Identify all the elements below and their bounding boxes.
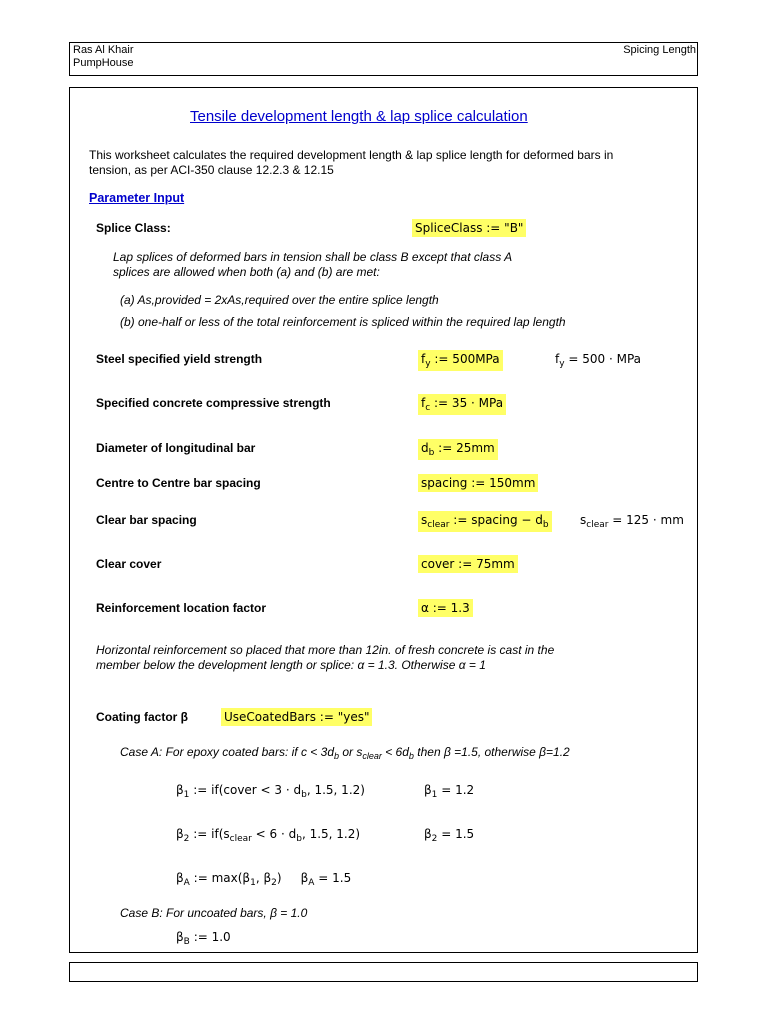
coating-factor-label: Coating factor β bbox=[96, 710, 188, 724]
header-section: Spicing Length bbox=[623, 44, 696, 56]
db-symbol: d bbox=[421, 441, 429, 455]
sclear-subscript: clear bbox=[427, 520, 450, 530]
betaB-symbol: β bbox=[176, 930, 184, 944]
betaA-result-symbol: β bbox=[300, 871, 309, 885]
fc-label: Specified concrete compressive strength bbox=[96, 396, 331, 410]
fy-definition bbox=[418, 350, 503, 371]
page-title: Tensile development length & lap splice calculation bbox=[190, 108, 528, 125]
db-expr: := 25mm bbox=[438, 441, 495, 455]
fy-symbol: f bbox=[421, 352, 426, 366]
betaA-expr-s2: 2 bbox=[271, 878, 277, 888]
beta1-expr: := if(cover < 3 · d bbox=[193, 783, 302, 797]
beta2-expr: := if(s bbox=[193, 827, 230, 841]
db-label: Diameter of longitudinal bar bbox=[96, 441, 256, 455]
beta2-symbol: β bbox=[176, 827, 184, 841]
beta1-expr-end: , 1.5, 1.2) bbox=[306, 783, 365, 797]
sclear-result bbox=[580, 513, 684, 530]
cover-label: Clear cover bbox=[96, 557, 162, 571]
spacing-definition: spacing := 150mm bbox=[418, 474, 538, 492]
beta2-result-symbol: β bbox=[424, 827, 432, 841]
db-subscript: b bbox=[428, 448, 435, 458]
sclear-result-value: = 125 · mm bbox=[612, 513, 684, 527]
splice-class-label: Splice Class: bbox=[96, 221, 171, 235]
alpha-label: Reinforcement location factor bbox=[96, 601, 267, 615]
betaA-definition bbox=[176, 871, 351, 888]
betaA-expr-mid: , β bbox=[255, 871, 272, 885]
intro-line1: This worksheet calculates the required development length & lap splice length for deformed bars in bbox=[89, 148, 614, 162]
beta2-expr-subscript: clear bbox=[229, 834, 252, 844]
beta1-result bbox=[424, 783, 474, 800]
header-project-line2: PumpHouse bbox=[73, 57, 134, 69]
cover-definition: cover := 75mm bbox=[418, 555, 518, 573]
footer-box bbox=[69, 962, 698, 982]
case-a-sub3: b bbox=[408, 751, 414, 761]
case-a-sub2: clear bbox=[362, 751, 382, 761]
betaA-expr: := max(β bbox=[193, 871, 251, 885]
alpha-note-line1: Horizontal reinforcement so placed that more than 12in. of fresh concrete is cast in the bbox=[96, 643, 555, 657]
sclear-result-subscript: clear bbox=[586, 520, 609, 530]
header-project-line1: Ras Al Khair bbox=[73, 44, 134, 56]
header-box bbox=[69, 42, 698, 76]
beta2-result-value: = 1.5 bbox=[441, 827, 475, 841]
section-heading-parameter-input: Parameter Input bbox=[89, 191, 185, 205]
fy-result-symbol: f bbox=[555, 352, 560, 366]
sclear-definition bbox=[418, 511, 552, 532]
fc-expr: := 35 · MPa bbox=[434, 396, 504, 410]
splice-note-line2: splices are allowed when both (a) and (b) are met: bbox=[113, 265, 380, 279]
alpha-note-line2: member below the development length or splice: α = 1.3. Otherwise α = 1 bbox=[96, 658, 486, 672]
betaA-symbol: β bbox=[176, 871, 184, 885]
case-a-part1: Case A: For epoxy coated bars: if c < 3d bbox=[120, 745, 334, 759]
intro-line2: tension, as per ACI-350 clause 12.2.3 & 12.15 bbox=[89, 163, 334, 177]
alpha-definition: α := 1.3 bbox=[418, 599, 473, 617]
splice-class-expr: SpliceClass := "B" bbox=[412, 219, 526, 237]
betaA-subscript: A bbox=[183, 878, 190, 888]
sclear-label: Clear bar spacing bbox=[96, 513, 197, 527]
betaA-expr-s1: 1 bbox=[250, 878, 256, 888]
case-b-text: Case B: For uncoated bars, β = 1.0 bbox=[120, 906, 308, 920]
sclear-result-symbol: s bbox=[580, 513, 587, 527]
case-a-part2: or s bbox=[339, 745, 363, 759]
beta1-symbol: β bbox=[176, 783, 184, 797]
beta2-expr-mid: < 6 · d bbox=[251, 827, 297, 841]
fy-result-subscript: y bbox=[559, 359, 565, 369]
beta1-result-subscript: 1 bbox=[431, 790, 438, 800]
beta2-subscript: 2 bbox=[183, 834, 190, 844]
fc-symbol: f bbox=[421, 396, 426, 410]
beta1-definition bbox=[176, 783, 365, 800]
fy-subscript: y bbox=[425, 359, 431, 369]
splice-condition-b: (b) one-half or less of the total reinforcement is spliced within the required lap length bbox=[120, 315, 566, 329]
spacing-label: Centre to Centre bar spacing bbox=[96, 476, 261, 490]
fc-definition bbox=[418, 394, 506, 415]
splice-condition-a: (a) As,provided = 2xAs,required over the entire splice length bbox=[120, 293, 439, 307]
beta2-expr-subscript2: b bbox=[296, 834, 302, 844]
fy-result-value: = 500 · MPa bbox=[568, 352, 642, 366]
sclear-expr-subscript: b bbox=[542, 520, 549, 530]
sclear-symbol: s bbox=[421, 513, 428, 527]
betaB-definition bbox=[176, 930, 231, 947]
coating-factor-expr: UseCoatedBars := "yes" bbox=[221, 708, 372, 726]
case-a-part3: < 6d bbox=[381, 745, 409, 759]
case-a-text bbox=[120, 745, 570, 761]
betaA-result-subscript: A bbox=[308, 878, 315, 888]
betaB-subscript: B bbox=[183, 937, 190, 947]
betaB-expr: := 1.0 bbox=[193, 930, 231, 944]
beta2-definition bbox=[176, 827, 360, 844]
beta2-expr-end: , 1.5, 1.2) bbox=[301, 827, 361, 841]
beta1-subscript: 1 bbox=[183, 790, 190, 800]
fc-subscript: c bbox=[425, 403, 431, 413]
beta1-result-value: = 1.2 bbox=[441, 783, 475, 797]
case-a-part4: then β =1.5, otherwise β=1.2 bbox=[413, 745, 570, 759]
fy-result bbox=[555, 352, 641, 369]
fy-label: Steel specified yield strength bbox=[96, 352, 263, 366]
beta2-result bbox=[424, 827, 474, 844]
sclear-expr: := spacing − d bbox=[453, 513, 543, 527]
db-definition bbox=[418, 439, 498, 460]
betaA-result-value: = 1.5 bbox=[318, 871, 352, 885]
beta2-result-subscript: 2 bbox=[431, 834, 438, 844]
fy-expr: := 500MPa bbox=[434, 352, 500, 366]
beta1-expr-subscript: b bbox=[301, 790, 307, 800]
betaA-expr-end: ) bbox=[276, 871, 282, 885]
beta1-result-symbol: β bbox=[424, 783, 432, 797]
splice-note-line1: Lap splices of deformed bars in tension shall be class B except that class A bbox=[113, 250, 513, 264]
case-a-sub1: b bbox=[334, 751, 340, 761]
